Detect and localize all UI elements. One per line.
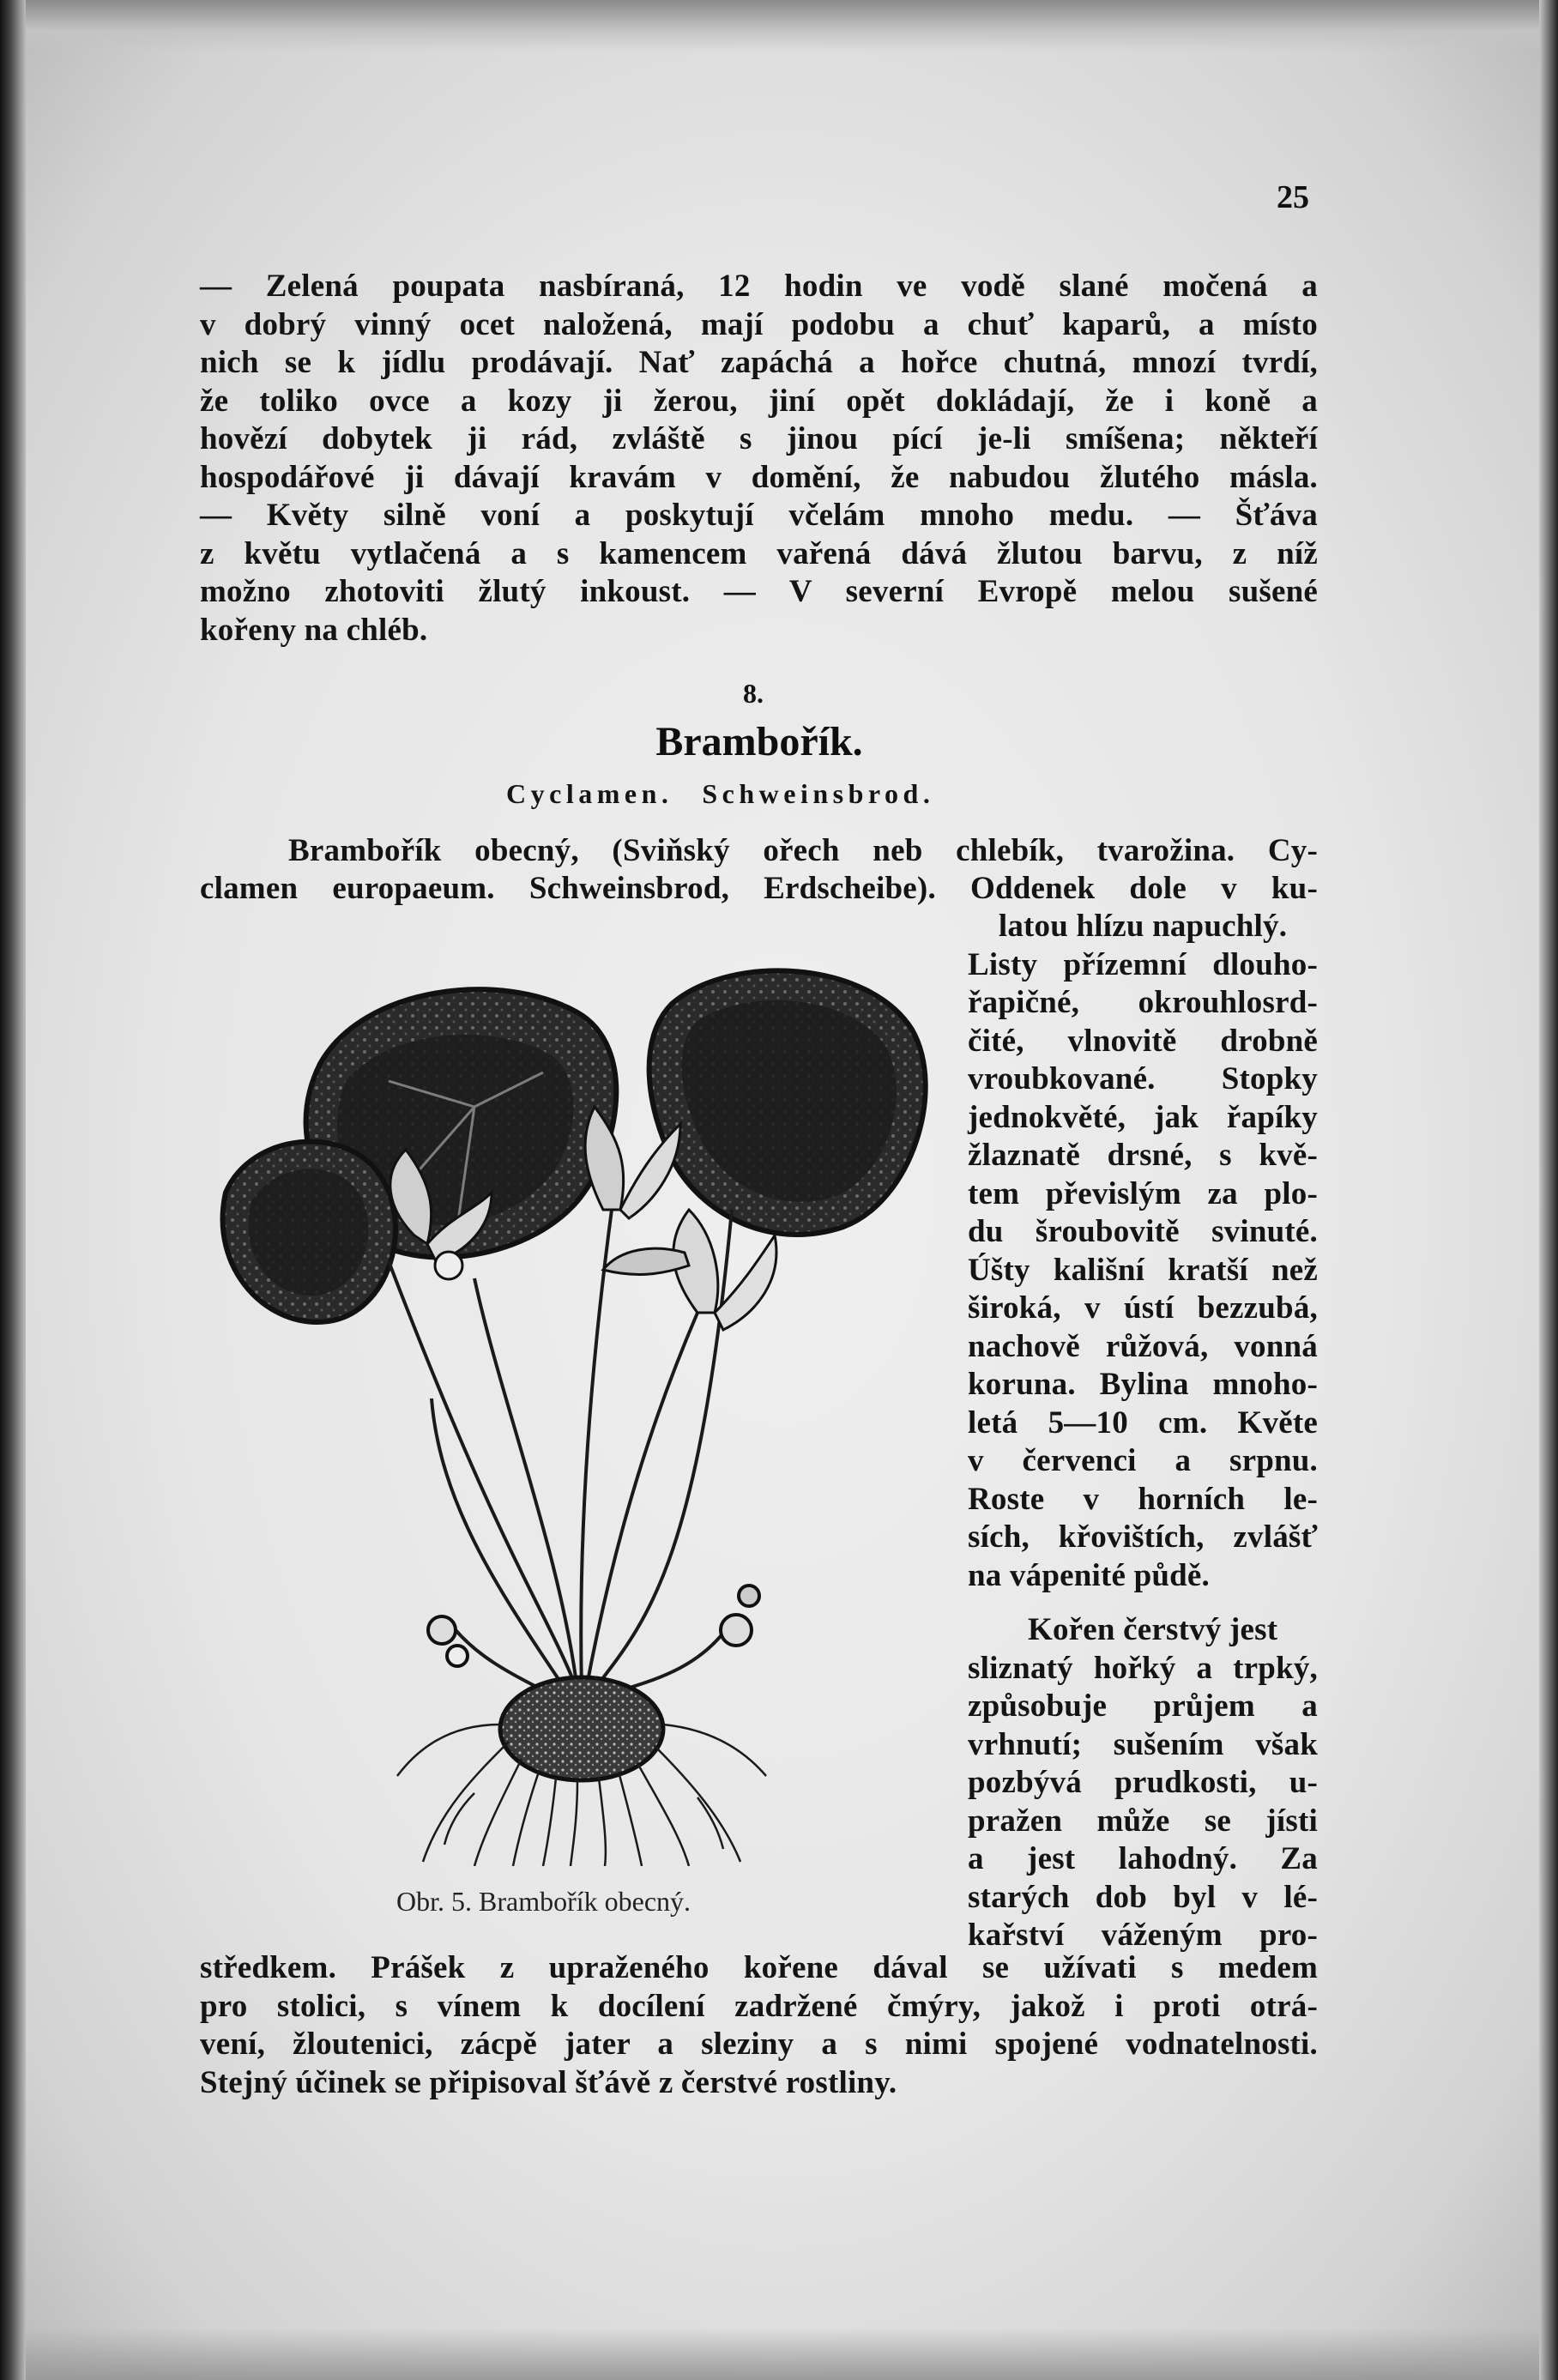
- text-line: jednokvěté, jak řapíky: [968, 1099, 1318, 1135]
- text-line: Roste v horních le-: [968, 1481, 1318, 1517]
- intro-line-1: [288, 832, 1318, 871]
- text-line: latou hlízu napuchlý.: [998, 909, 1288, 944]
- text-line: hospodářové ji dávají kravám v domění, že nabudou žlutého másla.: [200, 459, 1318, 495]
- text-line: du šroubovitě svinuté.: [968, 1214, 1318, 1249]
- bottom-paragraph: [200, 1949, 1318, 2102]
- leaf-right: [649, 970, 926, 1235]
- text-line: středkem. Prášek z upraženého kořene dával se užívati s medem: [200, 1950, 1318, 1985]
- text-line: — Zelená poupata nasbíraná, 12 hodin ve vodě slané močená a: [200, 269, 1318, 304]
- text-line: pozbývá prudkosti, u-: [968, 1765, 1318, 1800]
- text-line: široká, v ústí bezzubá,: [968, 1290, 1318, 1326]
- text-line: čité, vlnovitě drobně: [968, 1023, 1318, 1059]
- text-line: vroubkované. Stopky: [968, 1061, 1318, 1096]
- text-line: sliznatý hořký a trpký,: [968, 1650, 1318, 1686]
- intro-line-2: [200, 870, 1318, 909]
- text-line: z květu vytlačená a s kamencem vařená dává žlutou barvu, z níž: [200, 535, 1318, 571]
- text-line: Brambořík obecný, (Sviňský ořech neb chlebík, tvarožina. Cy-: [288, 833, 1318, 868]
- text-line: v dobrý vinný ocet naložená, mají podobu a chuť kaparů, a místo: [200, 306, 1318, 342]
- text-line: tem převislým za plo-: [968, 1175, 1318, 1211]
- text-line: vení, žloutenici, zácpě jater a sleziny a s nimi spojené vodnatelnosti.: [200, 2027, 1318, 2062]
- description-column: [968, 908, 1318, 1595]
- text-line: vrhnutí; sušením však: [968, 1726, 1318, 1762]
- page-number: 25: [1277, 179, 1309, 215]
- figure-caption: Obr. 5. Brambořík obecný.: [396, 1886, 691, 1917]
- text-line: nich se k jídlu prodávají. Nať zapáchá a hořce chutná, mnozí tvrdí,: [200, 345, 1318, 380]
- text-line: letá 5—10 cm. Květe: [968, 1404, 1318, 1441]
- text-line: kařství váženým pro-: [968, 1918, 1318, 1953]
- text-line: clamen europaeum. Schweinsbrod, Erdscheibe). Oddenek dole v ku-: [200, 871, 1318, 906]
- text-line: kořeny na chléb.: [200, 612, 428, 648]
- text-line: Stejný účinek se připisoval šťávě z čerstvé rostliny.: [200, 2064, 897, 2100]
- page-bottom-shadow: [0, 2329, 1558, 2380]
- text-line: koruna. Bylina mnoho-: [968, 1367, 1318, 1402]
- text-line: pražen může se jísti: [968, 1803, 1318, 1839]
- remedy-column: [968, 1611, 1318, 1955]
- text-line: možno zhotoviti žlutý inkoust. — V severní Evropě melou sušené: [200, 574, 1318, 609]
- text-line: žlaznatě drsné, s kvě-: [968, 1138, 1318, 1173]
- text-line: Úšty kališní kratší než: [968, 1252, 1318, 1288]
- section-title: Brambořík.: [655, 719, 863, 764]
- text-line: pro stolici, s vínem k docílení zadržené čmýry, jakož i proti otrá-: [200, 1988, 1318, 2024]
- latin-name: Cyclamen.: [506, 778, 673, 809]
- cyclamen-illustration: [217, 952, 946, 1866]
- text-line: Kořen čerstvý jest: [1028, 1612, 1278, 1647]
- text-line: způsobuje průjem a: [968, 1688, 1318, 1724]
- text-line: hovězí dobytek ji rád, zvláště s jinou pící je-li smíšena; někteří: [200, 421, 1318, 456]
- text-line: nachově růžová, vonná: [968, 1328, 1318, 1364]
- text-line: že toliko ovce a kozy ji žerou, jiní opět dokládají, že i koně a: [200, 383, 1318, 419]
- page-top-shadow: [0, 0, 1558, 51]
- text-line: Listy přízemní dlouho-: [968, 946, 1318, 982]
- species-names: [506, 778, 934, 810]
- text-line: v červenci a srpnu.: [968, 1443, 1318, 1478]
- text-line: sích, křovištích, zvlášť: [968, 1519, 1318, 1555]
- text-line: řapičné, okrouhlosrd-: [968, 985, 1318, 1020]
- page-right-edge: [1539, 0, 1558, 2380]
- text-line: a jest lahodný. Za: [968, 1841, 1318, 1876]
- section-number: 8.: [743, 678, 764, 709]
- german-name: Schweinsbrod.: [702, 778, 935, 809]
- text-line: na vápenité půdě.: [968, 1557, 1210, 1593]
- top-paragraph: [200, 268, 1318, 649]
- text-line: starých dob byl v lé-: [968, 1879, 1318, 1915]
- leaf-left-small: [223, 1142, 396, 1322]
- text-line: — Květy silně voní a poskytují včelám mnoho medu. — Šťáva: [200, 498, 1318, 533]
- page-left-edge: [0, 0, 26, 2380]
